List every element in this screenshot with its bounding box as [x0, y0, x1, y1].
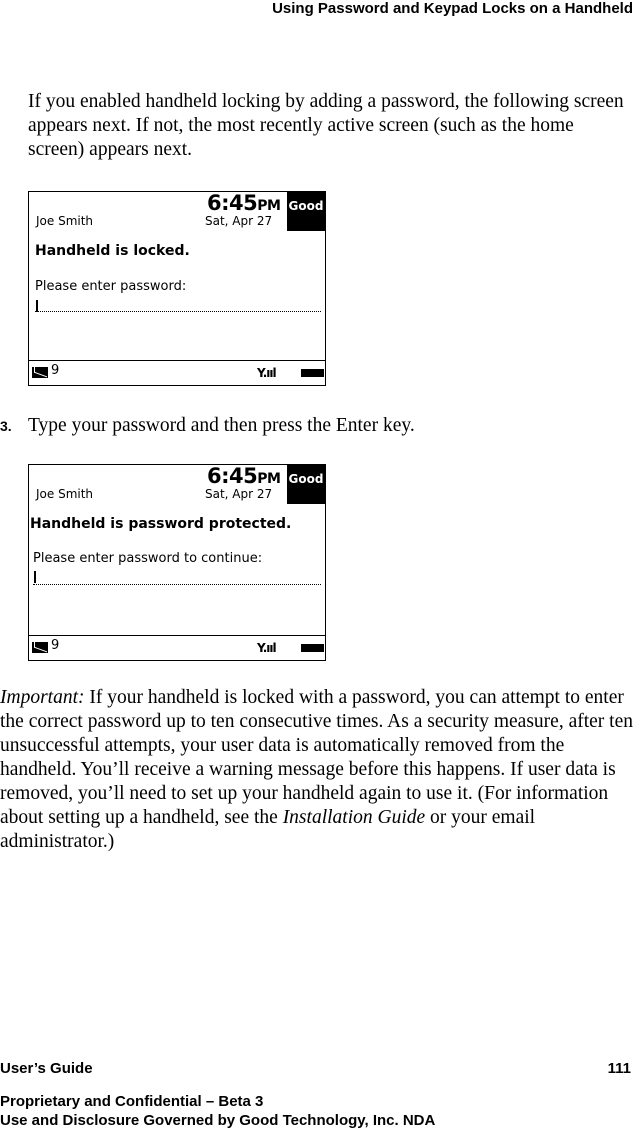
mail-count: 9: [51, 638, 60, 653]
important-label: Important:: [0, 687, 85, 708]
installation-guide-ref: Installation Guide: [282, 807, 426, 828]
status-bar: [29, 360, 325, 385]
signal-icon: Y.ııl: [257, 641, 276, 655]
good-logo: Good: [287, 192, 325, 231]
clock: 6:45PM: [207, 464, 281, 488]
date: Sat, Apr 27: [205, 214, 273, 228]
locked-screen-screenshot: [28, 191, 326, 386]
signal-icon: Y.ııl: [257, 366, 276, 380]
step-text: Type your password and then press the Enter key.: [28, 415, 415, 436]
footer-title: User’s Guide: [0, 1060, 93, 1077]
step-number: 3.: [0, 418, 12, 434]
status-bar: [29, 635, 325, 660]
clock: 6:45PM: [207, 191, 281, 215]
locked-heading: Handheld is locked.: [35, 243, 190, 259]
intro-paragraph: If you enabled handheld locking by adding a password, the following screen appears next. If not, the most recently active screen (such as the home screen) appears next.: [28, 91, 624, 160]
password-input[interactable]: [35, 309, 321, 312]
mail-count: 9: [51, 363, 60, 378]
protected-heading: Handheld is password protected.: [30, 516, 292, 532]
date: Sat, Apr 27: [205, 487, 273, 501]
mail-icon[interactable]: [32, 642, 48, 653]
user-name: Joe Smith: [36, 487, 94, 501]
mail-icon[interactable]: [32, 367, 48, 378]
good-logo: Good: [287, 465, 325, 504]
user-name: Joe Smith: [36, 214, 94, 228]
battery-icon: [301, 644, 324, 652]
page-number: 111: [607, 1060, 631, 1077]
battery-icon: [301, 369, 324, 377]
confidentiality-notice: Proprietary and Confidential – Beta 3 Use and Disclosure Governed by Good Technology, Inc. NDA: [0, 1093, 436, 1129]
password-prompt: Please enter password:: [35, 279, 187, 294]
password-prompt: Please enter password to continue:: [33, 551, 263, 566]
password-input[interactable]: [33, 582, 321, 585]
step-3: [0, 414, 620, 438]
running-header: Using Password and Keypad Locks on a Handheld: [272, 0, 633, 17]
important-note: Important: If your handheld is locked with a password, you can attempt to enter the correct password up to ten consecutive times. As a security measure, after ten unsuccessful attempts, your user data is automatically removed from the handheld. You’ll receive a warning message before this happens. If user data is removed, you’ll need to set up your handheld again to use it. (For information about setting up a handheld, see the Installation Guide or your email administrator.): [0, 687, 633, 852]
password-protected-screenshot: [28, 464, 326, 661]
